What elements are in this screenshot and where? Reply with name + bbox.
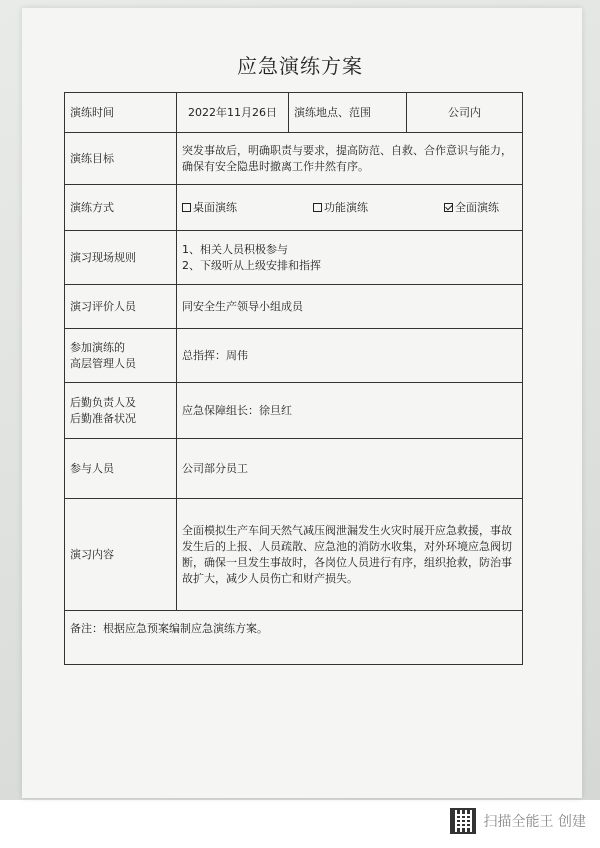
row-note	[65, 611, 523, 665]
row-participants	[65, 439, 523, 499]
value-place: 公司内	[407, 93, 523, 133]
checkbox-empty-icon	[313, 203, 322, 212]
value-time: 2022年11月26日	[177, 93, 289, 133]
row-content	[65, 499, 523, 611]
rule-line-1: 1、相关人员积极参与	[182, 242, 288, 256]
value-content: 全面模拟生产车间天然气减压阀泄漏发生火灾时展开应急救援，事故发生后的上报、人员疏散、应急池的消防水收集，对外环境应急阀切断，确保一旦发生事故时，各岗位人员进行有序，组织抢救，防治事故扩大，减少人员伤亡和财产损失。	[177, 499, 523, 611]
row-rules	[65, 231, 523, 285]
qr-code-icon	[450, 808, 476, 834]
rule-line-2: 2、下级听从上级安排和指挥	[182, 258, 321, 272]
row-time	[65, 93, 523, 133]
label-logistics: 后勤负责人及 后勤准备状况	[65, 383, 177, 439]
document-title: 应急演练方案	[237, 54, 363, 78]
option-desktop-drill: 桌面演练	[182, 200, 237, 216]
value-note: 备注：根据应急预案编制应急演练方案。	[65, 611, 523, 665]
label-content: 演习内容	[65, 499, 177, 611]
scanner-watermark	[450, 808, 586, 834]
checkbox-empty-icon	[182, 203, 191, 212]
watermark-text: 扫描全能王 创建	[483, 814, 586, 830]
option-full-drill: 全面演练	[444, 200, 499, 216]
value-logistics: 应急保障组长：徐旦红	[177, 383, 523, 439]
value-goal: 突发事故后，明确职责与要求，提高防范、自救、合作意识与能力，确保有安全隐患时撤离工作井然有序。	[177, 133, 523, 185]
label-evaluators: 演习评价人员	[65, 285, 177, 329]
option-functional-drill: 功能演练	[313, 200, 368, 216]
row-method	[65, 185, 523, 231]
row-goal	[65, 133, 523, 185]
value-management: 总指挥：周伟	[177, 329, 523, 383]
row-evaluators	[65, 285, 523, 329]
label-place: 演练地点、范围	[289, 93, 407, 133]
value-evaluators: 同安全生产领导小组成员	[177, 285, 523, 329]
row-management	[65, 329, 523, 383]
drill-plan-table	[64, 92, 523, 665]
label-goal: 演练目标	[65, 133, 177, 185]
label-management: 参加演练的 高层管理人员	[65, 329, 177, 383]
row-logistics	[65, 383, 523, 439]
method-options	[177, 185, 523, 231]
label-rules: 演习现场规则	[65, 231, 177, 285]
value-participants: 公司部分员工	[177, 439, 523, 499]
label-method: 演练方式	[65, 185, 177, 231]
label-time: 演练时间	[65, 93, 177, 133]
checkbox-checked-icon	[444, 203, 453, 212]
label-participants: 参与人员	[65, 439, 177, 499]
value-rules	[177, 231, 523, 285]
